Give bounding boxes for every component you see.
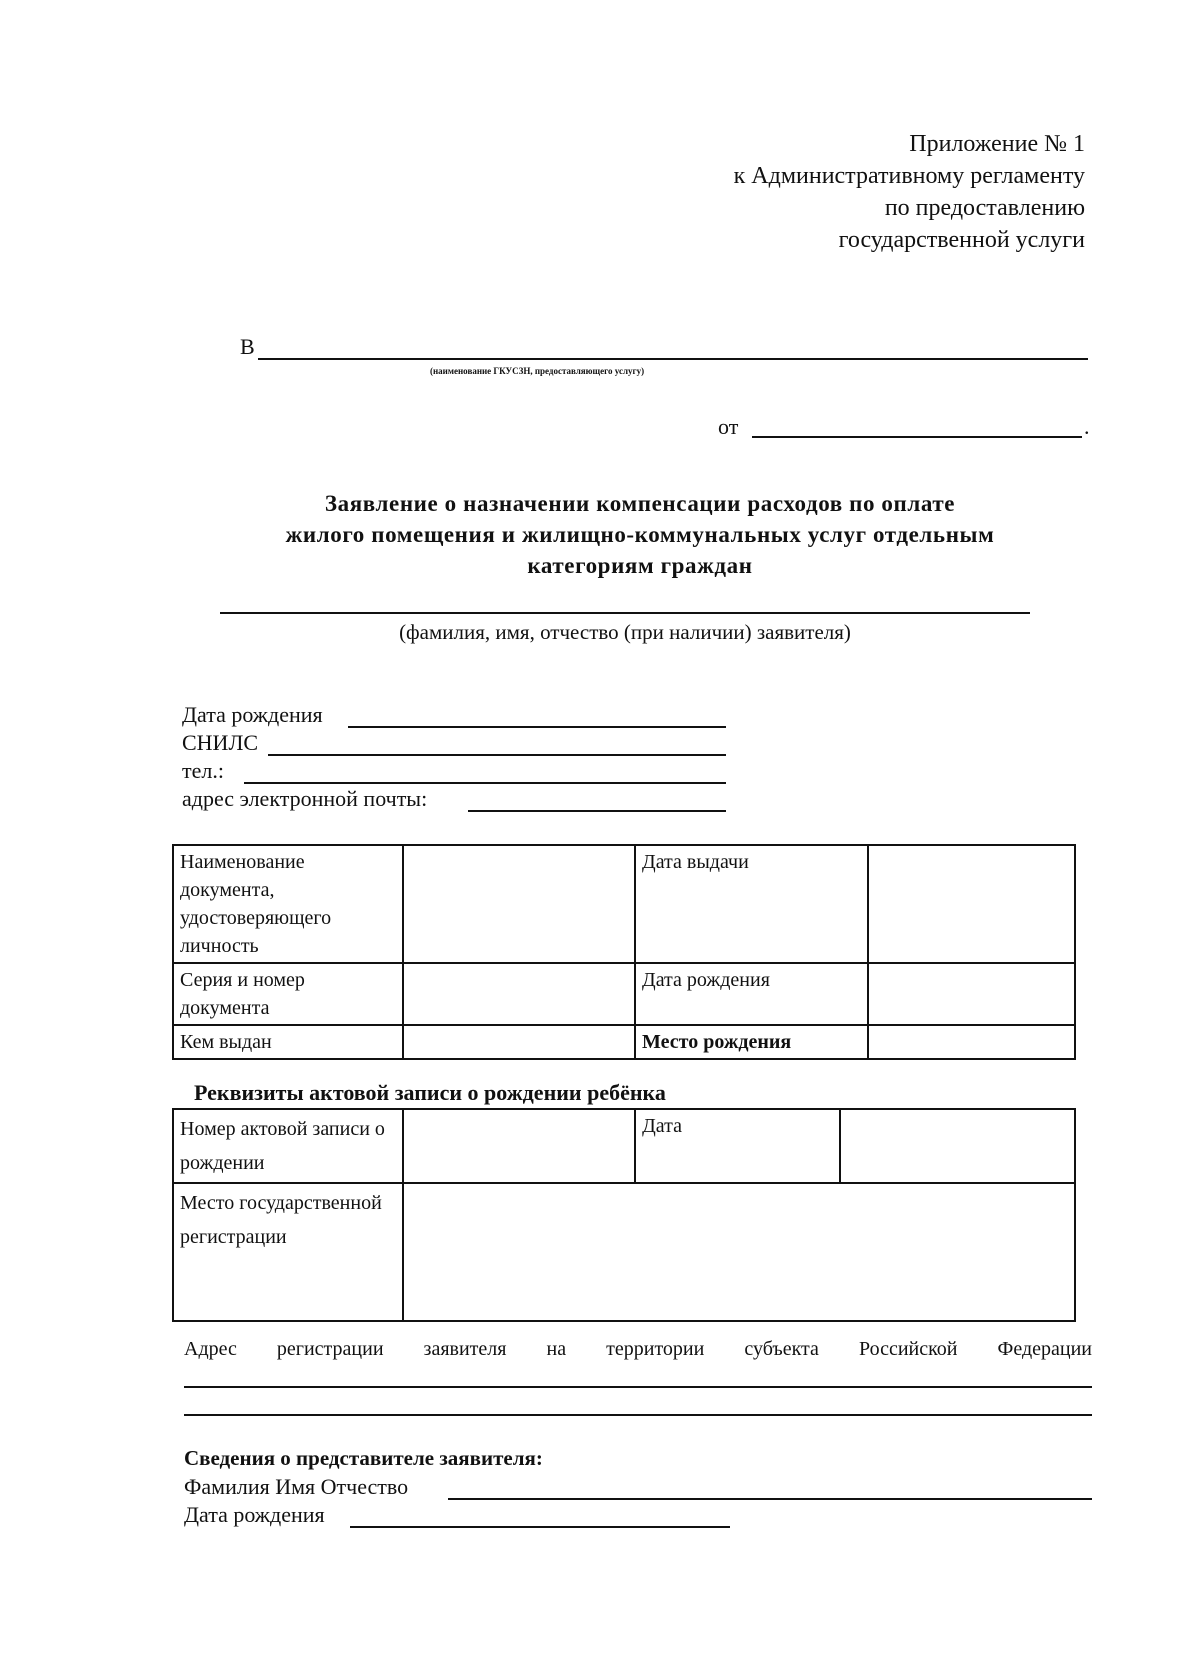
representative-heading: Сведения о представителе заявителя: — [184, 1446, 543, 1470]
document-title — [200, 488, 1080, 581]
doc-name-cell[interactable] — [403, 845, 635, 963]
record-date-label: Дата — [635, 1109, 840, 1183]
birth-place-label: Место рождения — [635, 1025, 868, 1059]
representative-name-label: Фамилия Имя Отчество — [184, 1474, 409, 1499]
doc-name-label: Наименование документа, удостоверяющего личность — [173, 845, 403, 963]
id-document-table — [172, 844, 1076, 1060]
appendix-line-4: государственной услуги — [838, 227, 1085, 253]
to-field-line[interactable] — [258, 358, 1088, 360]
registration-place-label: Место государственной регистрации — [173, 1183, 403, 1321]
doc-birth-date-label: Дата рождения — [635, 963, 868, 1025]
email-label: адрес электронной почты: — [182, 786, 428, 811]
snils-label: СНИЛС — [182, 730, 259, 755]
series-number-cell[interactable] — [403, 963, 635, 1025]
doc-birth-date-cell[interactable] — [868, 963, 1075, 1025]
from-field-line[interactable] — [752, 436, 1082, 438]
from-field-end: . — [1084, 414, 1090, 439]
appendix-line-1: Приложение № 1 — [909, 131, 1085, 157]
child-record-heading: Реквизиты актовой записи о рождении ребёнка — [194, 1080, 666, 1105]
issued-by-label: Кем выдан — [173, 1025, 403, 1059]
record-number-cell[interactable] — [403, 1109, 635, 1183]
title-line-1: Заявление о назначении компенсации расходов по оплате — [324, 491, 956, 516]
registration-address-line-1[interactable] — [184, 1386, 1092, 1388]
applicant-name-line[interactable] — [220, 612, 1030, 614]
representative-name-line[interactable] — [448, 1498, 1092, 1500]
appendix-header — [734, 128, 1085, 256]
from-label: от — [718, 414, 739, 439]
snils-line[interactable] — [268, 754, 726, 756]
representative-birth-date-line[interactable] — [350, 1526, 730, 1528]
birth-date-label: Дата рождения — [182, 702, 323, 727]
issue-date-label: Дата выдачи — [635, 845, 868, 963]
issued-by-cell[interactable] — [403, 1025, 635, 1059]
record-number-label: Номер актовой записи о рождении — [173, 1109, 403, 1183]
applicant-name-hint: (фамилия, имя, отчество (при наличии) заявителя) — [399, 620, 851, 644]
registration-place-cell[interactable] — [403, 1183, 1075, 1321]
representative-birth-date-label: Дата рождения — [184, 1502, 325, 1527]
to-field-hint: (наименование ГКУСЗН, предоставляющего услугу) — [430, 366, 645, 376]
record-date-cell[interactable] — [840, 1109, 1075, 1183]
phone-line[interactable] — [244, 782, 726, 784]
appendix-line-2: к Административному регламенту — [733, 163, 1085, 189]
table-row — [173, 1025, 1075, 1059]
series-number-label: Серия и номер документа — [173, 963, 403, 1025]
phone-label: тел.: — [182, 758, 224, 783]
title-line-2: жилого помещения и жилищно-коммунальных услуг отдельным — [285, 522, 995, 547]
registration-address-label: Адрес регистрации заявителя на территории субъекта Российской Федерации — [184, 1338, 1092, 1360]
appendix-line-3: по предоставлению — [884, 195, 1085, 221]
issue-date-cell[interactable] — [868, 845, 1075, 963]
to-label: В — [240, 334, 255, 359]
birth-date-line[interactable] — [348, 726, 726, 728]
table-row — [173, 1109, 1075, 1183]
registration-address-line-2[interactable] — [184, 1414, 1092, 1416]
child-record-table — [172, 1108, 1076, 1322]
title-line-3: категориям граждан — [527, 553, 753, 578]
email-line[interactable] — [468, 810, 726, 812]
birth-place-cell[interactable] — [868, 1025, 1075, 1059]
table-row — [173, 1183, 1075, 1321]
table-row — [173, 845, 1075, 963]
table-row — [173, 963, 1075, 1025]
